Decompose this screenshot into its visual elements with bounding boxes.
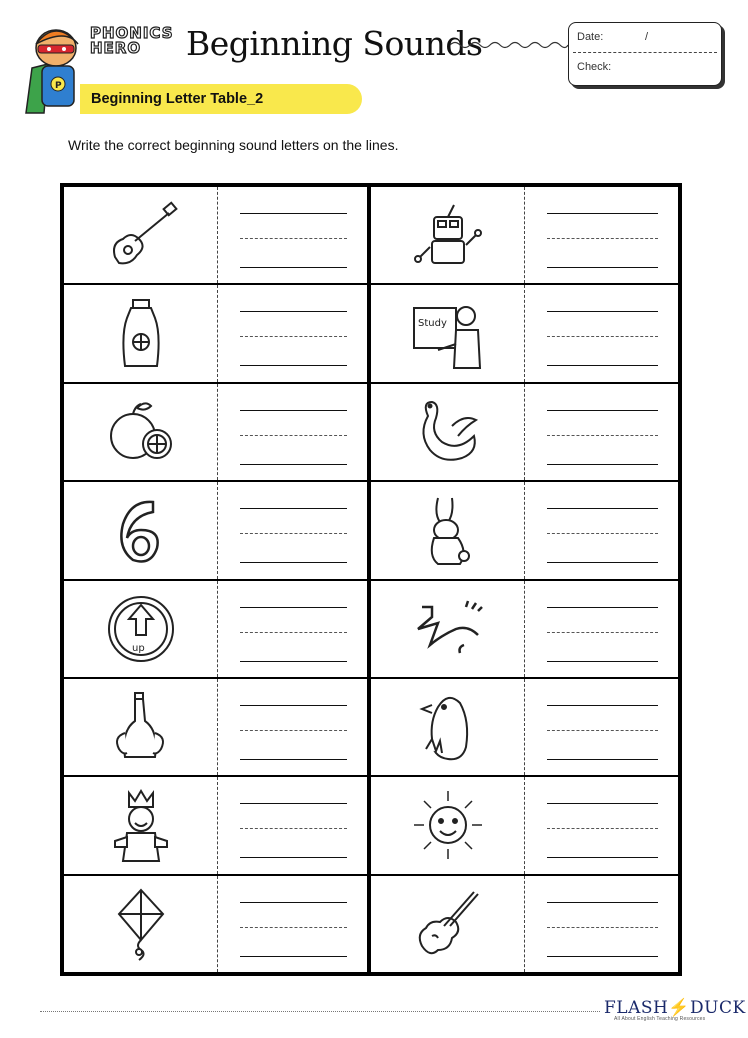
solid-guide-line <box>240 213 347 214</box>
solid-guide-line <box>547 705 658 706</box>
king-icon <box>101 785 181 865</box>
solid-guide-line <box>547 508 658 509</box>
writing-lines[interactable] <box>525 876 678 972</box>
bolt-icon: ⚡ <box>668 998 691 1018</box>
picture-cell <box>64 876 218 972</box>
dashed-guide-line <box>547 730 658 731</box>
brand-line-2: HERO <box>90 39 142 57</box>
table-row <box>64 777 367 875</box>
table-row <box>371 482 678 580</box>
writing-lines[interactable] <box>525 581 678 677</box>
dashed-guide-line <box>240 632 347 633</box>
table-row <box>64 285 367 383</box>
yogurt-bottle-icon <box>101 294 181 374</box>
dashed-guide-line <box>547 533 658 534</box>
solid-guide-line <box>240 705 347 706</box>
dashed-guide-line <box>547 336 658 337</box>
solid-guide-line <box>240 410 347 411</box>
picture-cell <box>64 777 218 873</box>
brand-duck: DUCK <box>690 998 746 1018</box>
picture-cell <box>64 285 218 381</box>
robot-icon <box>408 195 488 275</box>
picture-cell <box>371 581 525 677</box>
solid-guide-line <box>240 661 347 662</box>
writing-lines[interactable] <box>218 581 367 677</box>
flashduck-logo <box>604 998 746 1018</box>
beginning-letter-table <box>60 183 682 976</box>
table-row <box>64 876 367 972</box>
date-slash: / <box>645 31 649 43</box>
solid-guide-line <box>240 365 347 366</box>
writing-lines[interactable] <box>525 384 678 480</box>
dashed-guide-line <box>547 927 658 928</box>
picture-cell <box>64 482 218 578</box>
solid-guide-line <box>240 267 347 268</box>
study-teacher-icon <box>408 294 488 374</box>
dashed-guide-line <box>240 828 347 829</box>
zigzag-icon <box>408 589 488 669</box>
solid-guide-line <box>240 607 347 608</box>
table-row <box>64 482 367 580</box>
phonics-hero-logo <box>90 26 174 56</box>
writing-lines[interactable] <box>218 482 367 578</box>
writing-lines[interactable] <box>218 285 367 381</box>
date-label: Date: <box>577 31 604 43</box>
solid-guide-line <box>547 661 658 662</box>
dashed-guide-line <box>547 828 658 829</box>
dashed-guide-line <box>547 238 658 239</box>
oil-bottle-icon <box>101 687 181 767</box>
wave-divider <box>450 38 568 52</box>
solid-guide-line <box>547 562 658 563</box>
penguin-icon <box>408 687 488 767</box>
solid-guide-line <box>547 311 658 312</box>
solid-guide-line <box>547 956 658 957</box>
table-row <box>371 384 678 482</box>
solid-guide-line <box>240 759 347 760</box>
writing-lines[interactable] <box>218 187 367 283</box>
solid-guide-line <box>240 956 347 957</box>
picture-cell <box>64 679 218 775</box>
picture-cell <box>64 384 218 480</box>
dashed-guide-line <box>547 632 658 633</box>
table-row <box>371 581 678 679</box>
writing-lines[interactable] <box>525 187 678 283</box>
orange-icon <box>101 392 181 472</box>
instruction-text: Write the correct beginning sound letters on the lines. <box>68 137 399 153</box>
table-row <box>371 777 678 875</box>
writing-lines[interactable] <box>218 777 367 873</box>
svg-text:Study: Study <box>417 317 447 329</box>
date-check-box <box>568 22 722 86</box>
table-row <box>371 679 678 777</box>
solid-guide-line <box>547 267 658 268</box>
left-column <box>64 187 371 972</box>
svg-text:P: P <box>55 81 62 91</box>
picture-cell <box>371 482 525 578</box>
writing-lines[interactable] <box>218 876 367 972</box>
number-six-icon <box>101 490 181 570</box>
writing-lines[interactable] <box>525 285 678 381</box>
picture-cell <box>371 285 525 381</box>
solid-guide-line <box>240 902 347 903</box>
worksheet-header <box>0 0 748 120</box>
table-row <box>371 187 678 285</box>
check-label: Check: <box>577 61 612 73</box>
solid-guide-line <box>547 607 658 608</box>
guitar-icon <box>101 195 181 275</box>
solid-guide-line <box>240 508 347 509</box>
rabbit-icon <box>408 490 488 570</box>
dashed-guide-line <box>240 927 347 928</box>
up-button-icon <box>101 589 181 669</box>
dashed-guide-line <box>240 533 347 534</box>
solid-guide-line <box>547 365 658 366</box>
solid-guide-line <box>547 410 658 411</box>
banner-label: Beginning Letter Table_2 <box>91 91 264 107</box>
table-row <box>64 187 367 285</box>
writing-lines[interactable] <box>218 384 367 480</box>
picture-cell <box>371 777 525 873</box>
picture-cell <box>64 581 218 677</box>
picture-cell <box>371 187 525 283</box>
dashed-guide-line <box>240 435 347 436</box>
writing-lines[interactable] <box>525 679 678 775</box>
solid-guide-line <box>240 464 347 465</box>
sun-icon <box>408 785 488 865</box>
swan-icon <box>408 392 488 472</box>
footer-divider <box>40 1011 600 1012</box>
table-row <box>64 679 367 777</box>
table-row <box>371 876 678 972</box>
picture-cell <box>371 384 525 480</box>
dashed-guide-line <box>240 336 347 337</box>
solid-guide-line <box>547 464 658 465</box>
writing-lines[interactable] <box>218 679 367 775</box>
solid-guide-line <box>240 311 347 312</box>
solid-guide-line <box>240 803 347 804</box>
solid-guide-line <box>547 759 658 760</box>
kite-icon <box>101 884 181 964</box>
svg-text:up: up <box>131 642 145 654</box>
dashed-guide-line <box>547 435 658 436</box>
writing-lines[interactable] <box>525 777 678 873</box>
writing-lines[interactable] <box>525 482 678 578</box>
dashed-guide-line <box>240 730 347 731</box>
right-column <box>371 187 678 972</box>
footer-tagline: All About English Teaching Resources <box>614 1016 706 1022</box>
date-check-divider <box>573 52 717 53</box>
solid-guide-line <box>547 213 658 214</box>
table-row <box>64 581 367 679</box>
solid-guide-line <box>240 857 347 858</box>
picture-cell <box>371 876 525 972</box>
page-title: Beginning Sounds <box>186 24 483 63</box>
table-row <box>64 384 367 482</box>
picture-cell <box>64 187 218 283</box>
subtitle-banner <box>80 84 362 114</box>
solid-guide-line <box>547 857 658 858</box>
phonics-hero-mascot-icon <box>18 18 88 118</box>
violin-icon <box>408 884 488 964</box>
solid-guide-line <box>240 562 347 563</box>
picture-cell <box>371 679 525 775</box>
solid-guide-line <box>547 902 658 903</box>
table-row <box>371 285 678 383</box>
solid-guide-line <box>547 803 658 804</box>
dashed-guide-line <box>240 238 347 239</box>
brand-flash: FLASH <box>604 998 669 1018</box>
brand-line-1: PHONICS <box>90 24 174 42</box>
